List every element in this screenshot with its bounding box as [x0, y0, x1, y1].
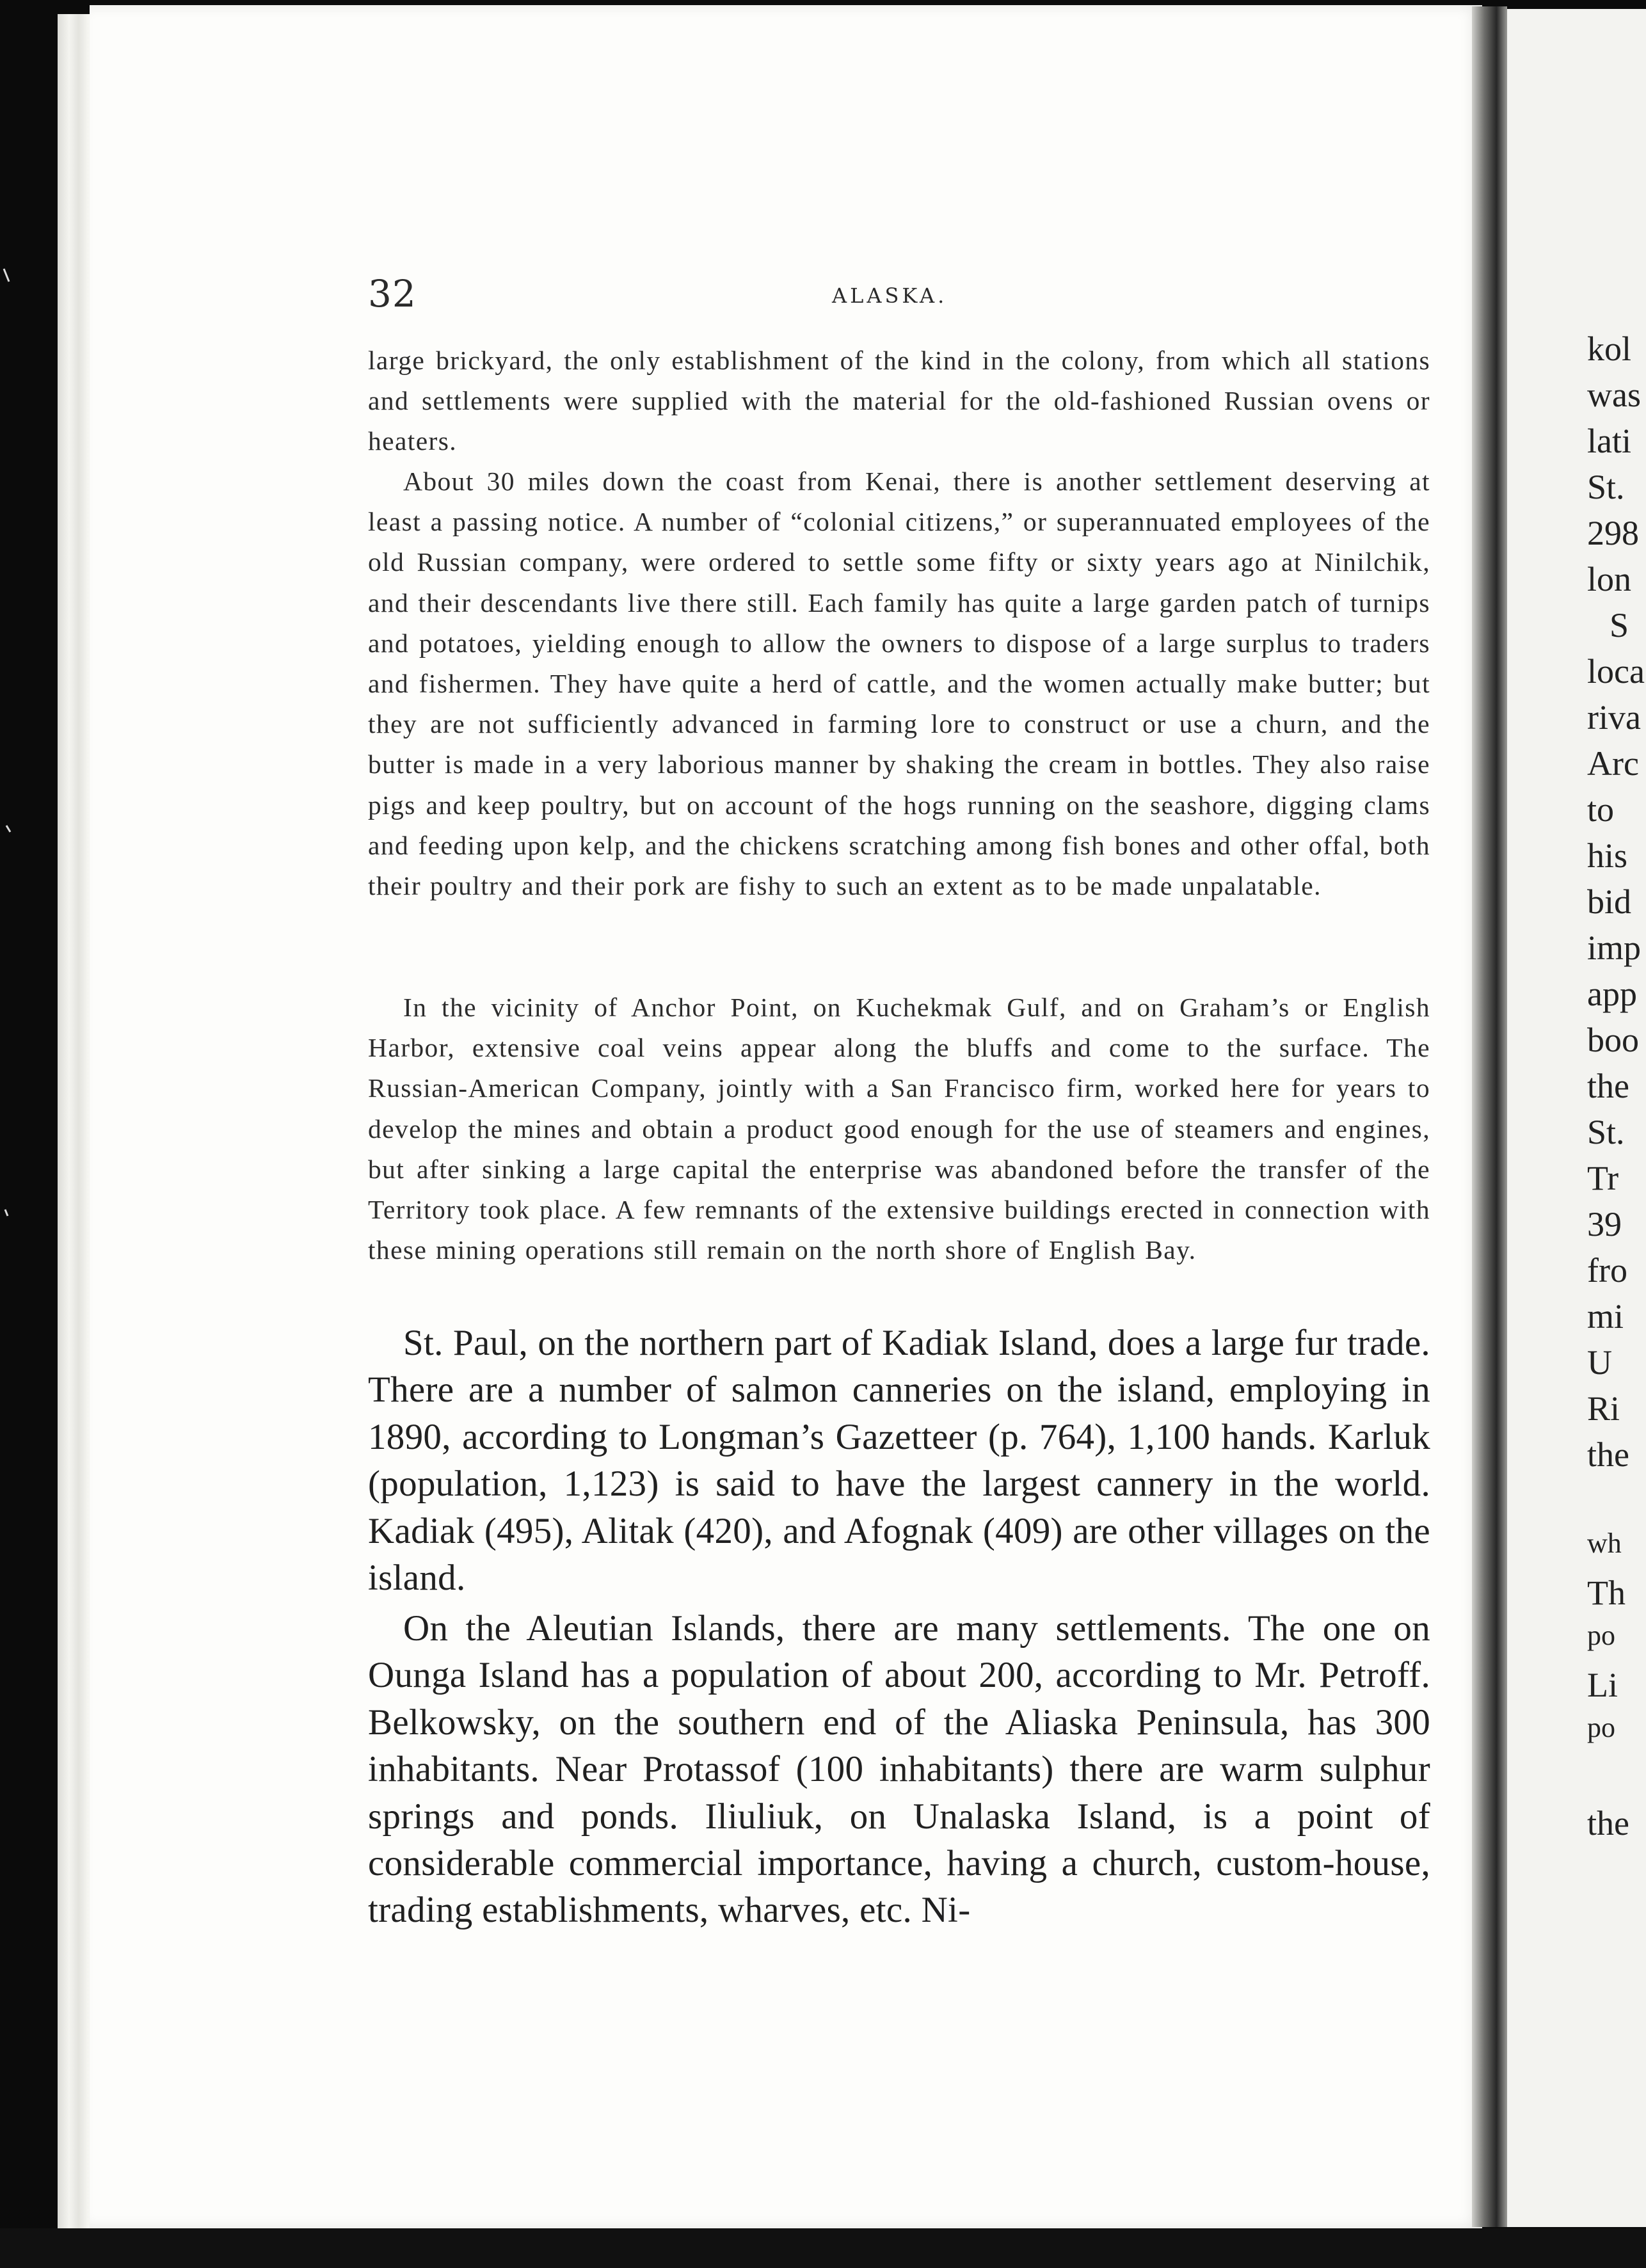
- facing-word: U: [1587, 1343, 1612, 1382]
- facing-word: Li: [1587, 1666, 1618, 1704]
- facing-word: 39: [1587, 1205, 1622, 1243]
- facing-word: Tr: [1587, 1159, 1619, 1197]
- facing-word: kol: [1587, 330, 1632, 368]
- facing-word: Th: [1587, 1574, 1626, 1612]
- paragraph-text: large brickyard, the only establishment of the kind in the colony, from which all stations and settlements were supplied with the material for the old-fashioned Russian ovens or heaters.: [368, 346, 1430, 456]
- paragraph-text: In the vicinity of Anchor Point, on Kuchekmak Gulf, and on Graham’s or English Harbor, extensive coal veins appear along the bluffs and come to the surface. The Russian-American Company, jointly with a San Francisco firm, worked here for years to develop the mines and obtain a product good enough for the use of steamers and engines, but after sinking a large capital the enterprise was abandoned before the transfer of the Territory took place. A few remnants of the extensive buildings erected in connection with these mining operations still remain on the north shore of English Bay.: [368, 993, 1430, 1265]
- facing-word: his: [1587, 836, 1628, 875]
- paragraph-text: St. Paul, on the northern part of Kadiak Island, does a large fur trade. There are a number of salmon canneries on the island, employing in 1890, according to Longman’s Gazetteer (p. 764), 1,100 hands. Karluk (population, 1,123) is said to have the largest cannery in the world. Kadiak (495), Alitak (420), and Afognak (409) are other villages on the island.: [368, 1323, 1430, 1599]
- facing-word: boo: [1587, 1021, 1639, 1059]
- facing-word: fro: [1587, 1251, 1627, 1290]
- book-gutter: [1472, 6, 1507, 2227]
- running-title: ALASKA.: [832, 284, 948, 308]
- facing-word: po: [1587, 1620, 1615, 1651]
- facing-word: the: [1587, 1435, 1629, 1474]
- facing-word: po: [1587, 1712, 1615, 1743]
- facing-word: lon: [1587, 560, 1632, 598]
- facing-word: loca: [1587, 652, 1645, 691]
- facing-word: bid: [1587, 882, 1632, 921]
- paragraph-anchor-point: [368, 987, 1430, 1270]
- facing-word: riva: [1587, 698, 1641, 737]
- facing-word: imp: [1587, 929, 1642, 967]
- facing-word: was: [1587, 376, 1641, 414]
- paragraph-brickyard: [368, 340, 1430, 462]
- facing-word: Ri: [1587, 1389, 1620, 1428]
- scanner-bottom-edge: [0, 2228, 1646, 2268]
- facing-word: 298: [1587, 514, 1639, 552]
- facing-word: S: [1610, 606, 1629, 644]
- page-number: 32: [368, 272, 417, 315]
- paragraph-ninilchik: [368, 461, 1430, 906]
- facing-word: wh: [1587, 1528, 1622, 1559]
- facing-word: to: [1587, 790, 1615, 829]
- facing-word: St.: [1587, 1113, 1625, 1151]
- paragraph-text: About 30 miles down the coast from Kenai, there is another settlement deserving at least a passing notice. A number of “colonial citizens,” or superannuated employees of the old Russian company, were ordered to settle some fifty or sixty years ago at Ninilchik, and their descendants live there still. Each family has quite a large garden patch of turnips and potatoes, yielding enough to allow the owners to dispose of a large surplus to traders and fishermen. They have quite a herd of cattle, and the women actually make butter; but they are not sufficiently advanced in farming lore to construct or use a churn, and the butter is made in a very laborious manner by shaking the cream in bottles. They also raise pigs and keep poultry, but on account of the hogs running on the seashore, digging clams and feeding upon kelp, and the chickens scratching among fish bones and other offal, both their poultry and their pork are fishy to such an extent as to be made unpalatable.: [368, 467, 1430, 901]
- facing-word: St.: [1587, 468, 1625, 506]
- facing-word: mi: [1587, 1297, 1624, 1336]
- paragraph-aleutian: [368, 1605, 1430, 1934]
- facing-word: lati: [1587, 422, 1631, 460]
- book-page: [90, 5, 1482, 2228]
- facing-word: app: [1587, 975, 1637, 1013]
- facing-word: the: [1587, 1804, 1629, 1842]
- facing-word: Arc: [1587, 744, 1639, 783]
- paragraph-text: On the Aleutian Islands, there are many settlements. The one on Ounga Island has a population of about 200, according to Mr. Petroff. Belkowsky, on the southern end of the Aliaska Peninsula, has 300 inhabitants. Near Protassof (100 inhabitants) there are warm sulphur springs and ponds. Iliuliuk, on Unalaska Island, is a point of considerable commercial importance, having a church, custom-house, trading establishments, wharves, etc. Ni-: [368, 1608, 1430, 1931]
- facing-page-edge: [1507, 9, 1646, 2227]
- facing-word: the: [1587, 1067, 1629, 1105]
- paragraph-kadiak: [368, 1320, 1430, 1601]
